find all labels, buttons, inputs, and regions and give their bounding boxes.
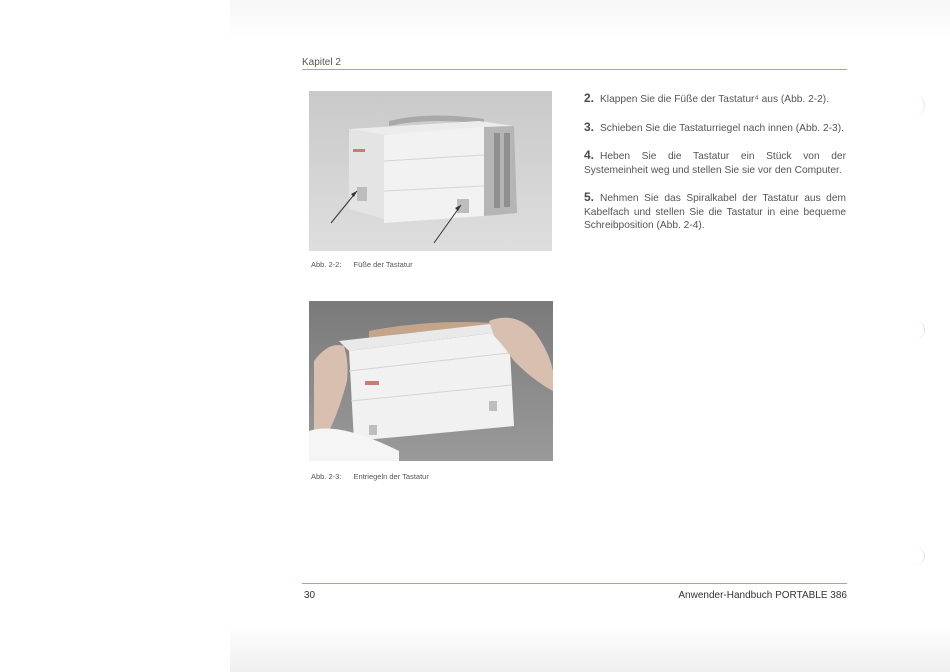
page-shade-top: [230, 0, 950, 40]
footer-rule: [302, 583, 847, 584]
footer-title: Anwender-Handbuch PORTABLE 386: [678, 590, 847, 601]
binder-hole: [904, 95, 925, 115]
computer-photo-illustration: [309, 91, 552, 251]
page-shade-bottom: [230, 625, 950, 672]
step-item: [584, 149, 846, 177]
step-text: Nehmen Sie das Spiralkabel der Tastatur aus dem Kabelfach und stellen Sie die Tastatur in eine bequeme Schreibposition (Abb. 2-4).: [584, 193, 846, 231]
figure-label-2: Abb. 2-3:: [311, 472, 342, 481]
figure-unlatch-keyboard: [309, 301, 553, 461]
binder-hole: [904, 320, 925, 340]
step-number: 4.: [584, 148, 595, 162]
binder-hole: [904, 546, 925, 566]
page-number: 30: [304, 590, 316, 601]
step-item: [584, 92, 846, 107]
header-rule: [302, 69, 847, 70]
step-number: 5.: [584, 190, 595, 204]
figure-label-1: Abb. 2-2:: [311, 260, 342, 269]
chapter-header: Kapitel 2: [302, 57, 341, 68]
step-item: [584, 191, 846, 233]
figure-keyboard-feet: [309, 91, 552, 251]
hands-photo-illustration: [309, 301, 553, 461]
figure-caption-text-2: Entriegeln der Tastatur: [353, 472, 429, 481]
figure-caption-1: [311, 260, 413, 269]
instruction-steps: [584, 92, 846, 247]
figure-caption-2: [311, 472, 429, 481]
step-item: [584, 121, 846, 136]
step-number: 2.: [584, 91, 595, 105]
step-text: Schieben Sie die Tastaturriegel nach innen (Abb. 2-3).: [600, 122, 844, 134]
step-text: Heben Sie die Tastatur ein Stück von der Systemeinheit weg und stellen Sie sie vor den Computer.: [584, 151, 846, 176]
step-number: 3.: [584, 119, 595, 134]
figure-caption-text-1: Füße der Tastatur: [353, 260, 413, 269]
step-text: Klappen Sie die Füße der Tastatur⁴ aus (Abb. 2-2).: [600, 94, 830, 105]
